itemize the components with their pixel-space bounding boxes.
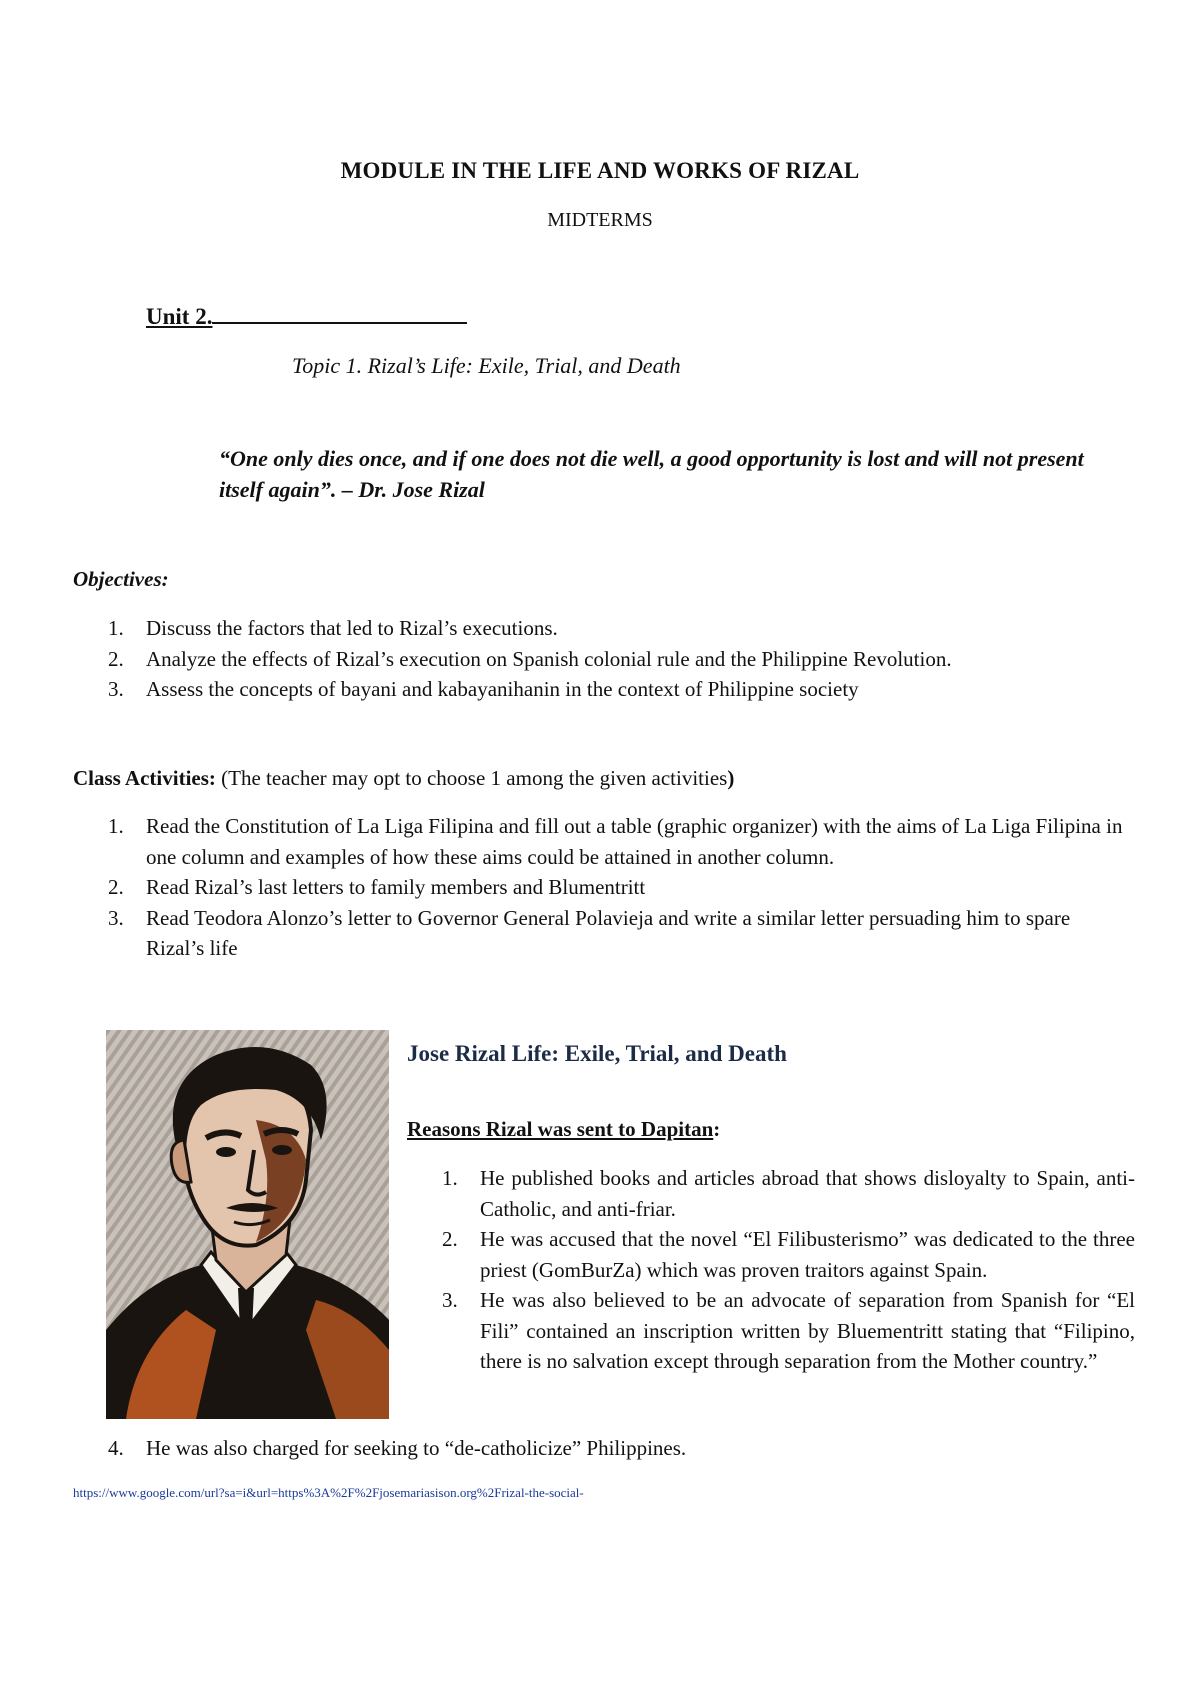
list-number: 2. — [108, 646, 124, 671]
list-number: 2. — [442, 1227, 458, 1251]
list-item — [73, 674, 1123, 705]
list-number: 3. — [108, 677, 124, 701]
list-number: 3. — [442, 1288, 458, 1312]
module-title: MODULE IN THE LIFE AND WORKS OF RIZAL — [340, 158, 860, 183]
list-item — [73, 811, 1123, 872]
section-subheading — [407, 1117, 720, 1142]
objectives-list — [73, 613, 1123, 705]
list-item — [73, 644, 1123, 675]
activities-label: Class Activities: — [73, 766, 216, 790]
list-text: He was accused that the novel “El Filibusterismo” was dedicated to the three priest (GomBurZa) which was proven traitors against Spain. — [480, 1227, 1135, 1282]
source-link[interactable]: https://www.google.com/url?sa=i&url=https%3A%2F%2Fjosemariasison.org%2Frizal-the-social- — [73, 1485, 584, 1500]
activities-note: (The teacher may opt to choose 1 among the given activities — [221, 766, 728, 790]
list-text: He was also charged for seeking to “de-catholicize” Philippines. — [146, 1436, 687, 1460]
list-item — [73, 903, 1123, 964]
list-item — [73, 613, 1123, 644]
topic-heading: Topic 1. Rizal’s Life: Exile, Trial, and Death — [292, 353, 681, 378]
objectives-heading: Objectives: — [73, 567, 169, 591]
list-text: He was also believed to be an advocate of separation from Spanish for “El Fili” contained an inscription written by Bluementritt stating that “Filipino, there is no salvation except through separation from the Mother country.” — [480, 1288, 1135, 1373]
section-title: Jose Rizal Life: Exile, Trial, and Death — [407, 1041, 787, 1066]
subheading-suffix: : — [713, 1117, 721, 1141]
list-text: Analyze the effects of Rizal’s execution on Spanish colonial rule and the Philippine Revolution. — [146, 646, 952, 671]
list-item — [407, 1224, 1135, 1285]
unit-heading — [146, 303, 494, 330]
module-subtitle: MIDTERMS — [547, 209, 653, 231]
list-number: 1. — [442, 1166, 458, 1190]
rizal-quote: “One only dies once, and if one does not die well, a good opportunity is lost and will not present itself again”. – Dr. Jose Rizal — [219, 446, 1084, 502]
jose-rizal-portrait-icon — [106, 1030, 389, 1419]
list-text: Discuss the factors that led to Rizal’s executions. — [146, 616, 558, 640]
list-text: Assess the concepts of bayani and kabayanihanin in the context of Philippine society — [146, 677, 859, 701]
list-item — [407, 1285, 1135, 1377]
list-number: 1. — [108, 616, 124, 640]
list-number: 3. — [108, 905, 124, 930]
activities-list — [73, 811, 1123, 964]
list-number: 2. — [108, 875, 124, 899]
unit-label: Unit 2. — [146, 304, 213, 329]
activities-note-close: ) — [727, 766, 735, 790]
list-text: Read Teodora Alonzo’s letter to Governor General Polavieja and write a similar letter persuading him to spare Rizal’s life — [146, 905, 1071, 960]
list-text: He published books and articles abroad that shows disloyalty to Spain, anti-Catholic, and anti-friar. — [480, 1166, 1135, 1221]
list-item — [73, 872, 1123, 903]
class-activities-heading — [73, 766, 734, 791]
list-number: 1. — [108, 814, 124, 838]
reasons-list — [407, 1163, 1135, 1377]
unit-blank-line — [212, 303, 467, 324]
list-text: Read the Constitution of La Liga Filipina and fill out a table (graphic organizer) with the aims of La Liga Filipina in one column and examples of how these aims could be attained in another column. — [146, 814, 1123, 869]
list-item — [407, 1163, 1135, 1224]
list-number: 4. — [108, 1436, 124, 1460]
list-text: Read Rizal’s last letters to family members and Blumentritt — [146, 875, 646, 899]
subheading-text: Reasons Rizal was sent to Dapitan — [407, 1117, 714, 1141]
